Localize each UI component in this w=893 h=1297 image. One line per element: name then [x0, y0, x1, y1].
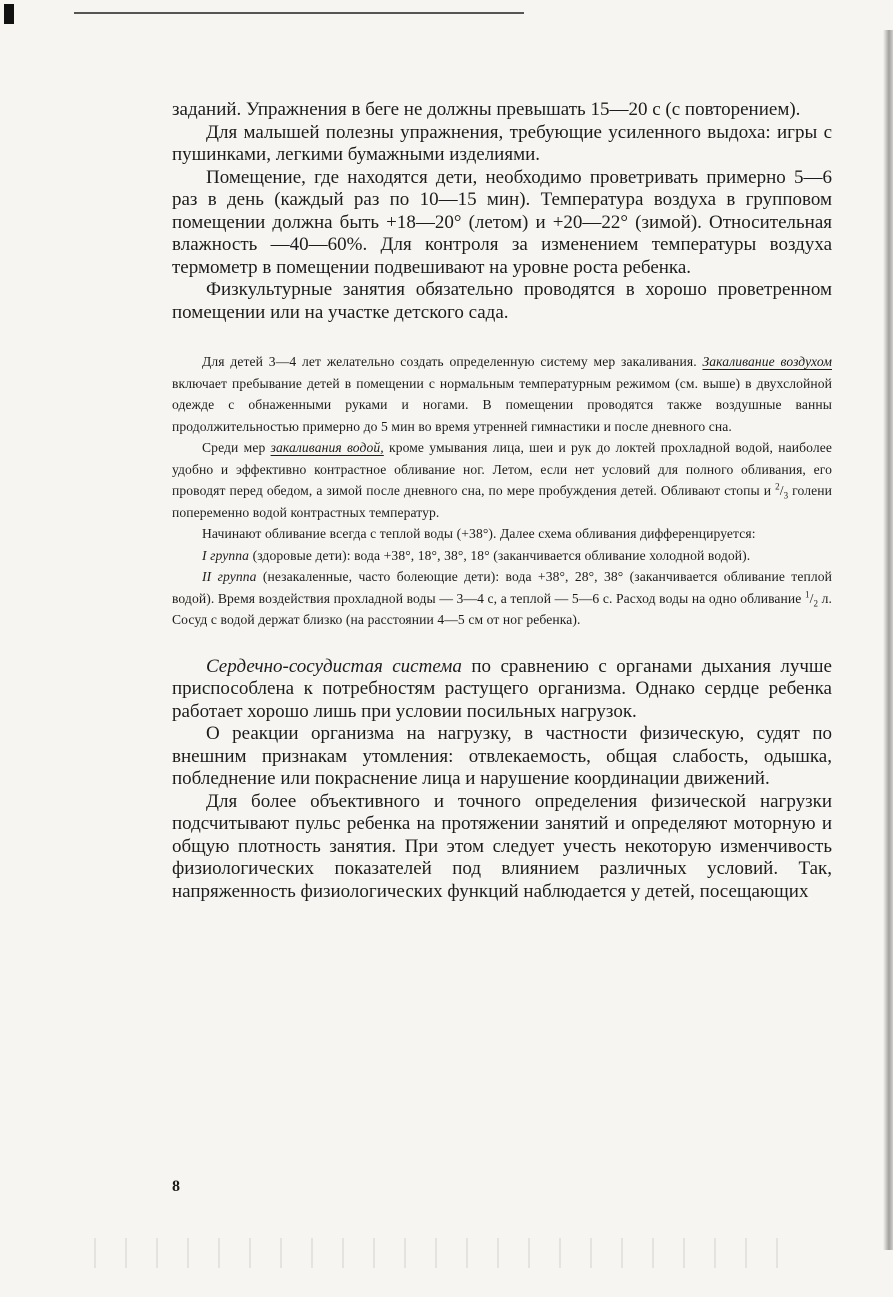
- scan-page-edge-shadow: [883, 30, 893, 1250]
- small-paragraph-group-two: II группа (незакаленные, часто болеющие дети): вода +38°, 28°, 38° (заканчивается обливание теплой водой). Время воздействия прохладной воды — 3—4 с, а теплой — 5—6 с. Расход воды на одно обливание $^1/_2$ л. Сосуд с водой держат близко (на расстоянии 4—5 см от ног ребенка).: [172, 569, 833, 627]
- text-run: Для детей 3—4 лет желательно создать определенную систему мер закаливания.: [202, 354, 697, 369]
- paragraph-fatigue-signs: О реакции организма на нагрузку, в частности физическую, судят по внешним признакам утомления: отвлекаемость, общая слабость, одышка, побледнение или покраснение лица и нарушение координации движений.: [172, 723, 832, 789]
- small-paragraph-air-hardening: [172, 351, 832, 437]
- lower-section: [172, 656, 832, 904]
- fraction-numerator: 1: [804, 588, 810, 599]
- paragraph-breathing-exercises: Для малышей полезны упражнения, требующие усиленного выдоха: игры с пушинками, легкими бумажными изделиями.: [172, 121, 832, 165]
- text-run: (незакаленные, часто болеющие дети): вода +38°, 28°, 38° (заканчивается обливание теплой водой). Время воздействия прохладной воды — 3—4 с, а теплой — 5—6 с. Расход воды на одно обливание: [172, 569, 833, 606]
- page-number: 8: [172, 1178, 180, 1195]
- emphasis-water-hardening: закаливания водой,: [270, 440, 384, 455]
- emphasis-group-one: I группа: [202, 547, 250, 563]
- text-run: голени попеременно водой контрастных температур.: [172, 483, 832, 520]
- fraction-denominator: 2: [813, 598, 819, 609]
- scan-bottom-specks: [80, 1238, 800, 1268]
- small-paragraph-group-one: [172, 545, 832, 567]
- text-run: Среди мер: [202, 440, 266, 455]
- text-run: л. Сосуд с водой держат близко (на расстоянии 4—5 см от ног ребенка).: [172, 590, 832, 627]
- emphasis-cardiovascular: Сердечно-сосудистая система: [206, 655, 462, 677]
- fraction-numerator: 2: [775, 481, 780, 492]
- page-body: [172, 99, 832, 903]
- paragraph-physical-classes: Физкультурные занятия обязательно проводятся в хорошо проветренном помещении или на участке детского сада.: [172, 279, 832, 323]
- text-run: включает пребывание детей в помещении с нормальным температурным режимом (см. выше) в двухслойной одежде с обнаженными руками и ногами. В помещении проводятся также воздушные ванны продолжительностью примерно до 5 мин во время утренней гимнастики и после дневного сна.: [172, 375, 832, 434]
- paragraph-cardiovascular: [172, 656, 832, 724]
- paragraph-room-ventilation: Помещение, где находятся дети, необходимо проветривать примерно 5—6 раз в день (каждый раз по 10—15 мин). Температура воздуха в групповом помещении должна быть +18—20° (летом) и +20—22° (зимой). Относительная влажность —40—60%. Для контроля за изменением температуры воздуха термометр в помещении подвешивают на уровне роста ребенка.: [172, 166, 832, 278]
- small-print-hardening-section: [172, 351, 832, 631]
- fraction-denominator: 3: [783, 490, 789, 501]
- paragraph-pulse-measurement: Для более объективного и точного определения физической нагрузки подсчитывают пульс ребенка на протяжении занятий и определяют моторную и общую плотность занятия. При этом следует учесть некоторую изменчивость физиологических показателей под влиянием различных условий. Так, напряженность физиологических функций наблюдается у детей, посещающих: [172, 790, 832, 902]
- text-run: по сравнению с органами дыхания лучше приспособлена к потребностям растущего организма. Однако сердце ребенка работает хорошо лишь при условии посильных нагрузок.: [172, 655, 832, 722]
- text-run: кроме умывания лица, шеи и рук до локтей прохладной водой, наиболее удобно и эффективно контрастное обливание ног. Летом, если нет условий для полного обливания, его проводят перед обедом, а зимой после дневного сна, по мере пробуждения детей. Обливают стопы и: [172, 440, 833, 498]
- paragraph-exercises-duration: заданий. Упражнения в беге не должны превышать 15—20 с (с повторением).: [172, 99, 801, 120]
- emphasis-air-hardening: Закаливание воздухом: [702, 354, 833, 369]
- small-paragraph-water-hardening: Среди мер закаливания водой, кроме умывания лица, шеи и рук до локтей прохладной водой, наиболее удобно и эффективно контрастное обливание ног. Летом, если нет условий для полного обливания, его проводят перед обедом, а зимой после дневного сна, по мере пробуждения детей. Обливают стопы и $^2/_3$ голени попеременно водой контрастных температур.: [172, 440, 833, 520]
- emphasis-group-two: II группа: [202, 569, 257, 584]
- small-paragraph-dousing-start: Начинают обливание всегда с теплой воды (+38°). Далее схема обливания дифференцируется:: [202, 526, 756, 541]
- text-run: (здоровые дети): вода +38°, 18°, 38°, 18° (заканчивается обливание холодной водой).: [252, 547, 751, 563]
- scan-corner-mark: [4, 4, 14, 24]
- scan-top-rule: [74, 12, 524, 14]
